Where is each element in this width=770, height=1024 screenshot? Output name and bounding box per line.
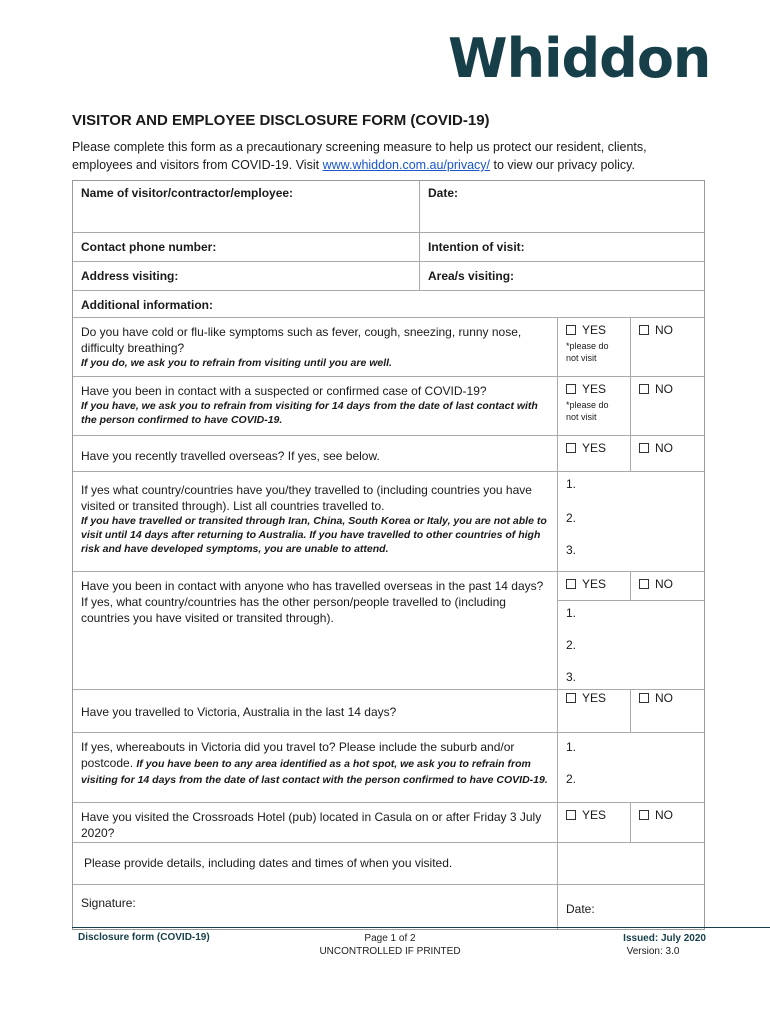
version-number: Version: 3.0 — [626, 946, 680, 957]
issued-date: Issued: July 2020 — [623, 933, 706, 944]
traveller-answer-column — [558, 572, 704, 689]
traveller-countries-answer[interactable] — [558, 601, 704, 689]
visit-details-field[interactable]: Please provide details, including dates and times of when you visited. — [73, 843, 558, 884]
name-field[interactable]: Name of visitor/contractor/employee: — [73, 181, 420, 232]
question-subtext: If yes, what country/countries has the other person/people travelled to (including countries you have visited or transited through). — [81, 595, 506, 625]
intro-text-after: to view our privacy policy. — [490, 158, 635, 172]
question-victoria-location — [73, 733, 558, 802]
phone-field[interactable]: Contact phone number: — [73, 233, 420, 261]
question-row — [73, 690, 704, 733]
form-title: VISITOR AND EMPLOYEE DISCLOSURE FORM (COVID-19) — [72, 112, 490, 129]
question-note: If you have travelled or transited through Iran, China, South Korea or Italy, you are not able to visit until 14 days after returning to Australia. If you have travelled to other countries of high risk and have developed symptoms, you are unable to attend. — [81, 515, 547, 555]
disclosure-form-table — [72, 180, 705, 930]
checkbox-icon[interactable] — [639, 810, 649, 820]
question-victoria: Have you travelled to Victoria, Australia in the last 14 days? — [73, 690, 558, 732]
address-field[interactable]: Address visiting: — [73, 262, 420, 290]
no-option[interactable] — [631, 436, 704, 471]
no-option[interactable] — [631, 572, 704, 600]
areas-field[interactable]: Area/s visiting: — [428, 269, 515, 283]
checkbox-icon[interactable] — [566, 443, 576, 453]
uncontrolled-notice: UNCONTROLLED IF PRINTED — [319, 946, 461, 957]
list-number: 1. — [566, 606, 577, 620]
checkbox-icon[interactable] — [639, 579, 649, 589]
signature-field[interactable]: Signature: — [73, 885, 558, 929]
list-number: 2. — [566, 638, 577, 652]
question-row — [73, 472, 704, 572]
do-not-visit-note: *please do not visit — [566, 341, 609, 363]
checkbox-icon[interactable] — [566, 579, 576, 589]
list-number: 1. — [566, 477, 577, 491]
question-row — [73, 436, 704, 472]
question-note: If you do, we ask you to refrain from visiting until you are well. — [81, 357, 392, 369]
no-option[interactable] — [631, 803, 704, 842]
no-label: NO — [655, 577, 673, 591]
list-number: 1. — [566, 740, 577, 754]
question-contact-traveller — [73, 572, 558, 689]
question-symptoms — [73, 318, 558, 376]
question-row — [73, 377, 704, 436]
yes-option[interactable] — [558, 572, 631, 600]
question-text: Have you been in contact with anyone who has travelled overseas in the past 14 days? — [81, 579, 544, 593]
question-row — [73, 318, 704, 377]
no-label: NO — [655, 691, 673, 705]
yes-option[interactable] — [558, 377, 631, 435]
checkbox-icon[interactable] — [566, 810, 576, 820]
yes-option[interactable] — [558, 436, 631, 471]
no-option[interactable] — [631, 318, 704, 376]
whiddon-logo: Whiddon — [448, 27, 711, 90]
no-option[interactable] — [631, 377, 704, 435]
list-number: 3. — [566, 670, 577, 684]
question-text: Do you have cold or flu-like symptoms such as fever, cough, sneezing, runny nose, difficulty breathing? — [81, 325, 522, 355]
yes-no-group — [558, 572, 704, 601]
question-note: If you have been to any area identified as a hot spot, we ask you to refrain from visiting for 14 days from the date of last contact with the person confirmed to have COVID-19. — [81, 758, 548, 786]
footer-page-info — [300, 932, 480, 958]
row-address-areas — [73, 262, 704, 291]
footer-version-info — [560, 932, 706, 958]
question-text: If yes, whereabouts in Victoria did you travel to? Please include the suburb and/or postcode. — [81, 740, 515, 770]
row-phone-intention — [73, 233, 704, 262]
question-contact-case — [73, 377, 558, 435]
intention-field[interactable]: Intention of visit: — [428, 240, 525, 254]
question-row — [73, 572, 704, 690]
yes-label: YES — [582, 382, 607, 396]
signature-row — [73, 885, 704, 929]
yes-label: YES — [582, 808, 607, 822]
checkbox-icon[interactable] — [566, 384, 576, 394]
question-crossroads-hotel: Have you visited the Crossroads Hotel (pub) located in Casula on or after Friday 3 July 2020? — [73, 803, 558, 842]
list-number: 2. — [566, 511, 577, 525]
do-not-visit-note: *please do not visit — [566, 400, 609, 422]
no-label: NO — [655, 441, 673, 455]
checkbox-icon[interactable] — [566, 693, 576, 703]
no-label: NO — [655, 808, 673, 822]
page-number: Page 1 of 2 — [364, 933, 416, 944]
yes-label: YES — [582, 323, 607, 337]
no-label: NO — [655, 382, 673, 396]
checkbox-icon[interactable] — [639, 693, 649, 703]
date-field[interactable]: Date: — [428, 186, 459, 200]
yes-label: YES — [582, 441, 607, 455]
countries-answer[interactable] — [558, 472, 704, 571]
question-note: If you have, we ask you to refrain from visiting for 14 days from the date of last contact with the person confirmed to have COVID-19. — [81, 400, 538, 426]
yes-option[interactable] — [558, 690, 631, 732]
question-row — [73, 803, 704, 843]
footer-form-name: Disclosure form (COVID-19) — [78, 932, 210, 943]
question-text: Have you been in contact with a suspected or confirmed case of COVID-19? — [81, 384, 487, 398]
yes-option[interactable] — [558, 318, 631, 376]
list-number: 3. — [566, 543, 577, 557]
yes-option[interactable] — [558, 803, 631, 842]
victoria-location-answer[interactable] — [558, 733, 704, 802]
no-label: NO — [655, 323, 673, 337]
checkbox-icon[interactable] — [639, 384, 649, 394]
list-number: 2. — [566, 772, 577, 786]
checkbox-icon[interactable] — [566, 325, 576, 335]
privacy-link[interactable]: www.whiddon.com.au/privacy/ — [322, 158, 490, 172]
details-row — [73, 843, 704, 885]
intro-paragraph — [72, 138, 702, 174]
yes-label: YES — [582, 577, 607, 591]
row-name-date — [73, 181, 704, 233]
question-overseas: Have you recently travelled overseas? If yes, see below. — [73, 436, 558, 471]
no-option[interactable] — [631, 690, 704, 732]
question-countries — [73, 472, 558, 571]
question-row — [73, 733, 704, 803]
details-answer[interactable] — [558, 843, 704, 884]
signature-date-field[interactable]: Date: — [566, 902, 595, 916]
row-additional — [73, 291, 704, 318]
additional-info-label: Additional information: — [81, 298, 213, 312]
footer-divider — [72, 927, 770, 928]
question-text: If yes what country/countries have you/they travelled to (including countries you have visited or transited through). List all countries travelled to. — [81, 483, 532, 513]
checkbox-icon[interactable] — [639, 325, 649, 335]
intro-text-before: Please complete this form as a precautionary screening measure to help us protect our resident, clients, employees and visitors from COVID-19. Visit — [72, 140, 647, 172]
checkbox-icon[interactable] — [639, 443, 649, 453]
yes-label: YES — [582, 691, 607, 705]
